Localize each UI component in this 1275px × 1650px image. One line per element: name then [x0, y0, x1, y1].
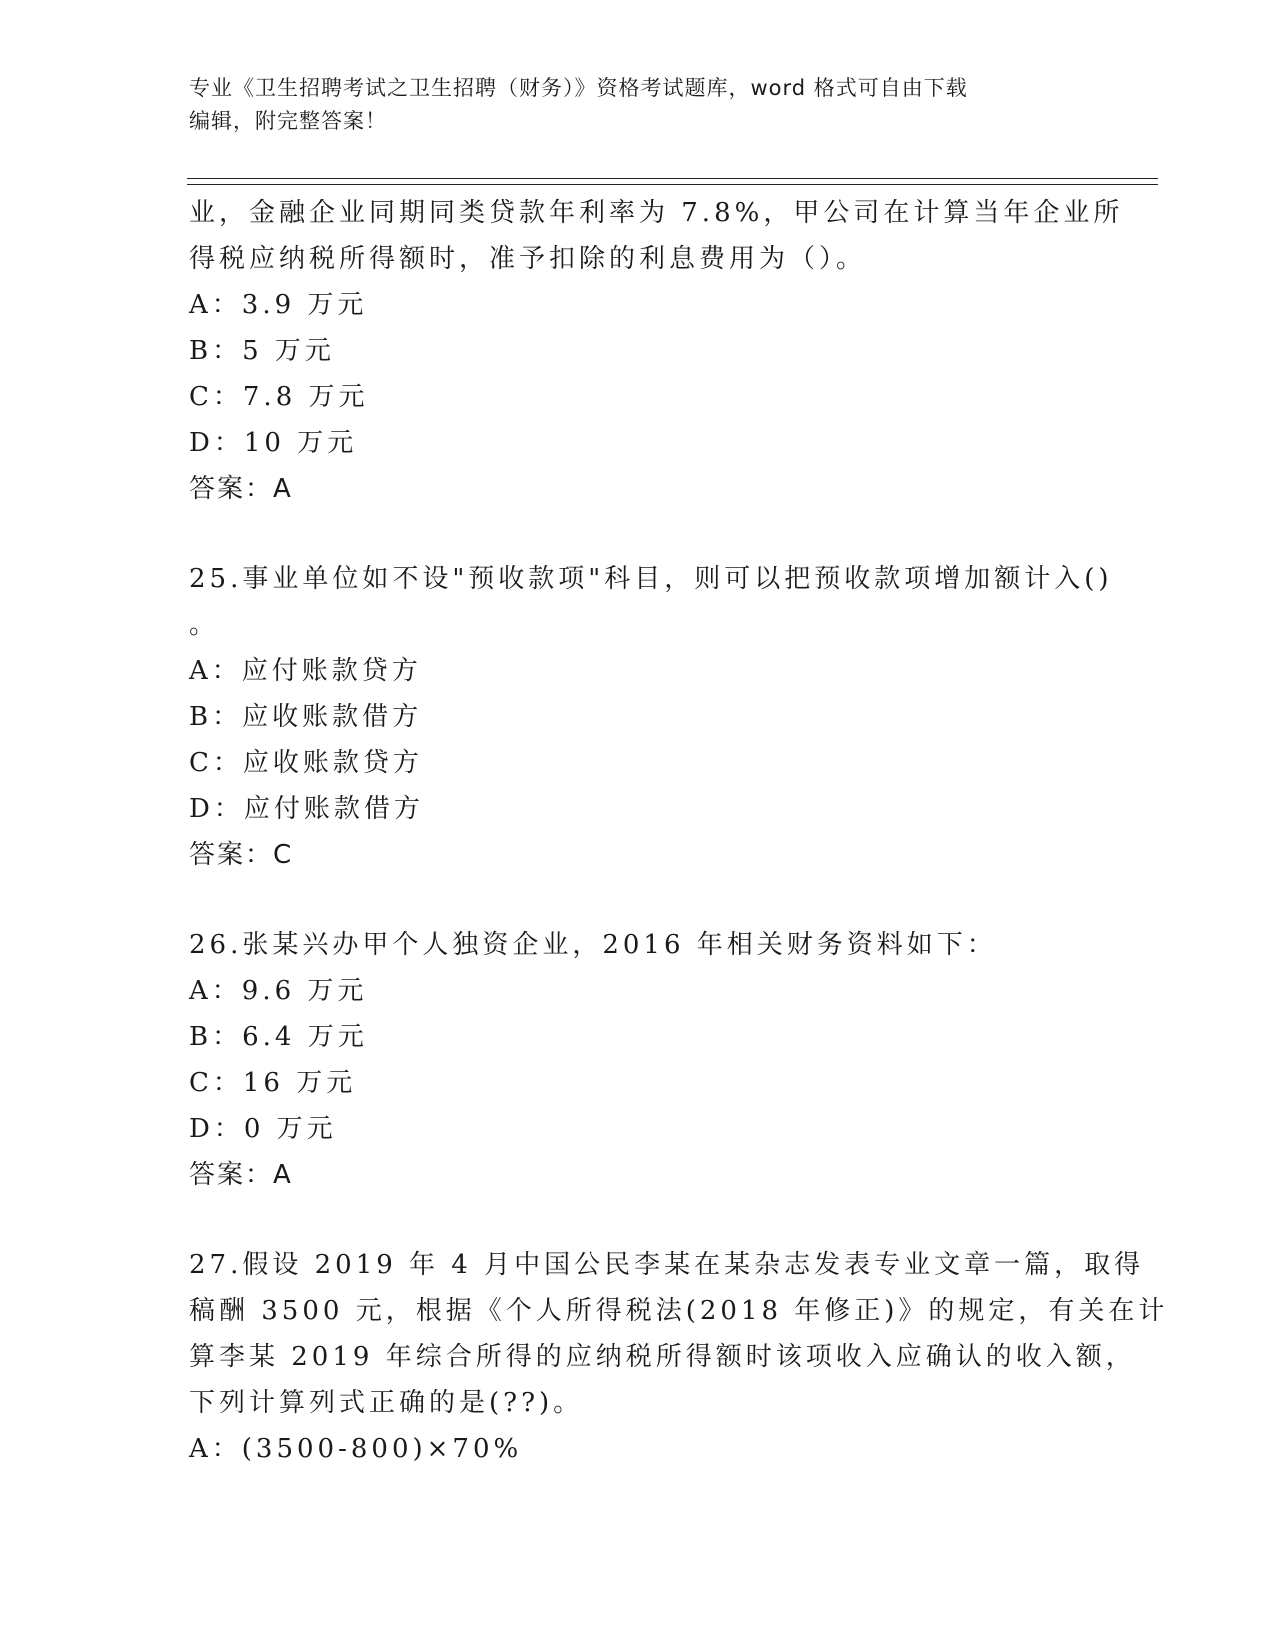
answer-line: 答案：C	[189, 840, 294, 870]
option-a: A：应付账款贷方	[189, 656, 422, 686]
question-text: 下列计算列式正确的是(??)。	[189, 1388, 584, 1418]
question-text: 26.张某兴办甲个人独资企业，2016 年相关财务资料如下：	[189, 930, 997, 960]
question-text: 。	[189, 610, 220, 640]
option-b: B：6.4 万元	[189, 1022, 368, 1052]
option-b: B：5 万元	[189, 336, 335, 366]
question-24	[189, 190, 1124, 512]
question-27	[189, 1242, 1169, 1472]
question-text: 得税应纳税所得额时，准予扣除的利息费用为（）。	[189, 244, 867, 274]
spacer	[189, 512, 1089, 556]
question-text: 27.假设 2019 年 4 月中国公民李某在某杂志发表专业文章一篇，取得	[189, 1250, 1145, 1280]
answer-line: 答案：A	[189, 474, 293, 504]
header-double-rule	[187, 178, 1158, 185]
option-a: A：9.6 万元	[189, 976, 368, 1006]
document-header	[189, 72, 1089, 138]
question-text: 25.事业单位如不设"预收款项"科目，则可以把预收款项增加额计入()	[189, 564, 1113, 594]
option-c: C：16 万元	[189, 1068, 357, 1098]
spacer	[189, 1198, 1089, 1242]
option-a: A：3.9 万元	[189, 290, 368, 320]
option-d: D：应付账款借方	[189, 794, 424, 824]
option-d: D：10 万元	[189, 428, 358, 458]
option-b: B：应收账款借方	[189, 702, 423, 732]
question-content	[189, 190, 1169, 1472]
question-text: 算李某 2019 年综合所得的应纳税所得额时该项收入应确认的收入额，	[189, 1342, 1136, 1372]
question-25	[189, 556, 1113, 878]
question-26	[189, 922, 1089, 1198]
spacer	[189, 878, 1089, 922]
option-d: D：0 万元	[189, 1114, 337, 1144]
header-title-line-2: 编辑，附完整答案！	[189, 109, 387, 133]
option-c: C：7.8 万元	[189, 382, 369, 412]
question-text: 稿酬 3500 元，根据《个人所得税法(2018 年修正)》的规定，有关在计	[189, 1296, 1169, 1326]
header-title-line-1: 专业《卫生招聘考试之卫生招聘（财务）》资格考试题库，word 格式可自由下载	[189, 76, 968, 100]
answer-line: 答案：A	[189, 1160, 293, 1190]
option-a: A：(3500-800)×70%	[189, 1434, 523, 1464]
option-c: C：应收账款贷方	[189, 748, 423, 778]
question-text: 业，金融企业同期同类贷款年利率为 7.8%，甲公司在计算当年企业所	[189, 198, 1124, 228]
